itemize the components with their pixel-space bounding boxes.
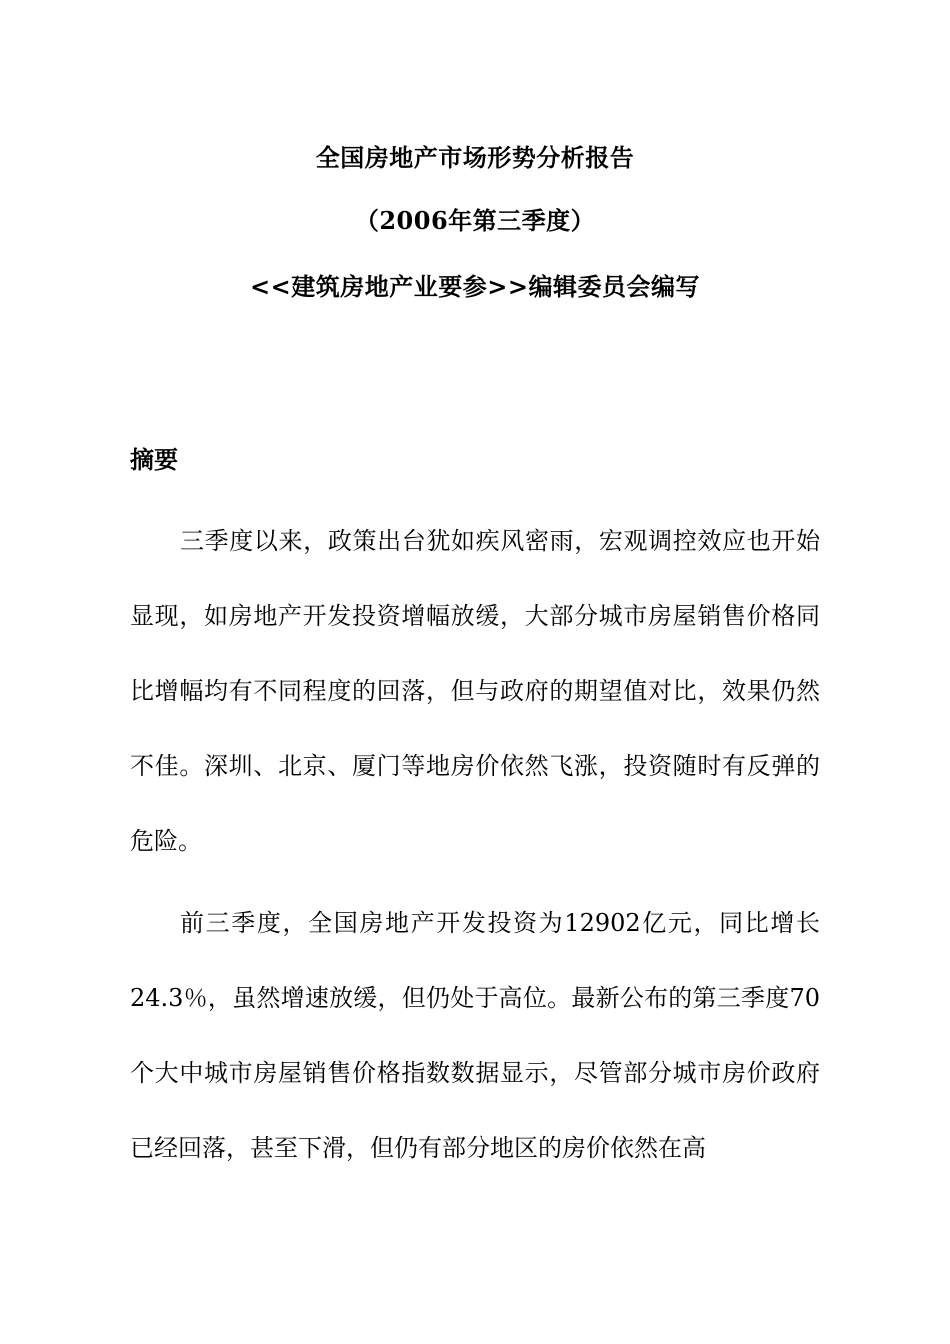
document-subtitle: （2006年第三季度） xyxy=(354,206,596,235)
section-heading-abstract: 摘要 xyxy=(130,445,178,474)
paragraph-2: 前三季度，全国房地产开发投资为12902亿元，同比增长24.3％，虽然增速放缓，但仍处于高位。最新公布的第三季度70个大中城市房屋销售价格指数数据显示，尽管部分城市房价政府已经回落，甚至下滑，但仍有部分地区的房价依然在高 xyxy=(130,909,820,1162)
document-title: 全国房地产市场形势分析报告 xyxy=(315,143,635,172)
paragraph-1: 三季度以来，政策出台犹如疾风密雨，宏观调控效应也开始显现，如房地产开发投资增幅放缓，大部分城市房屋销售价格同比增幅均有不同程度的回落，但与政府的期望值对比，效果仍然不佳。深圳、北京、厦门等地房价依然飞涨，投资随时有反弹的危险。 xyxy=(130,527,820,855)
author-line: <<建筑房地产业要参>>编辑委员会编写 xyxy=(250,272,700,301)
